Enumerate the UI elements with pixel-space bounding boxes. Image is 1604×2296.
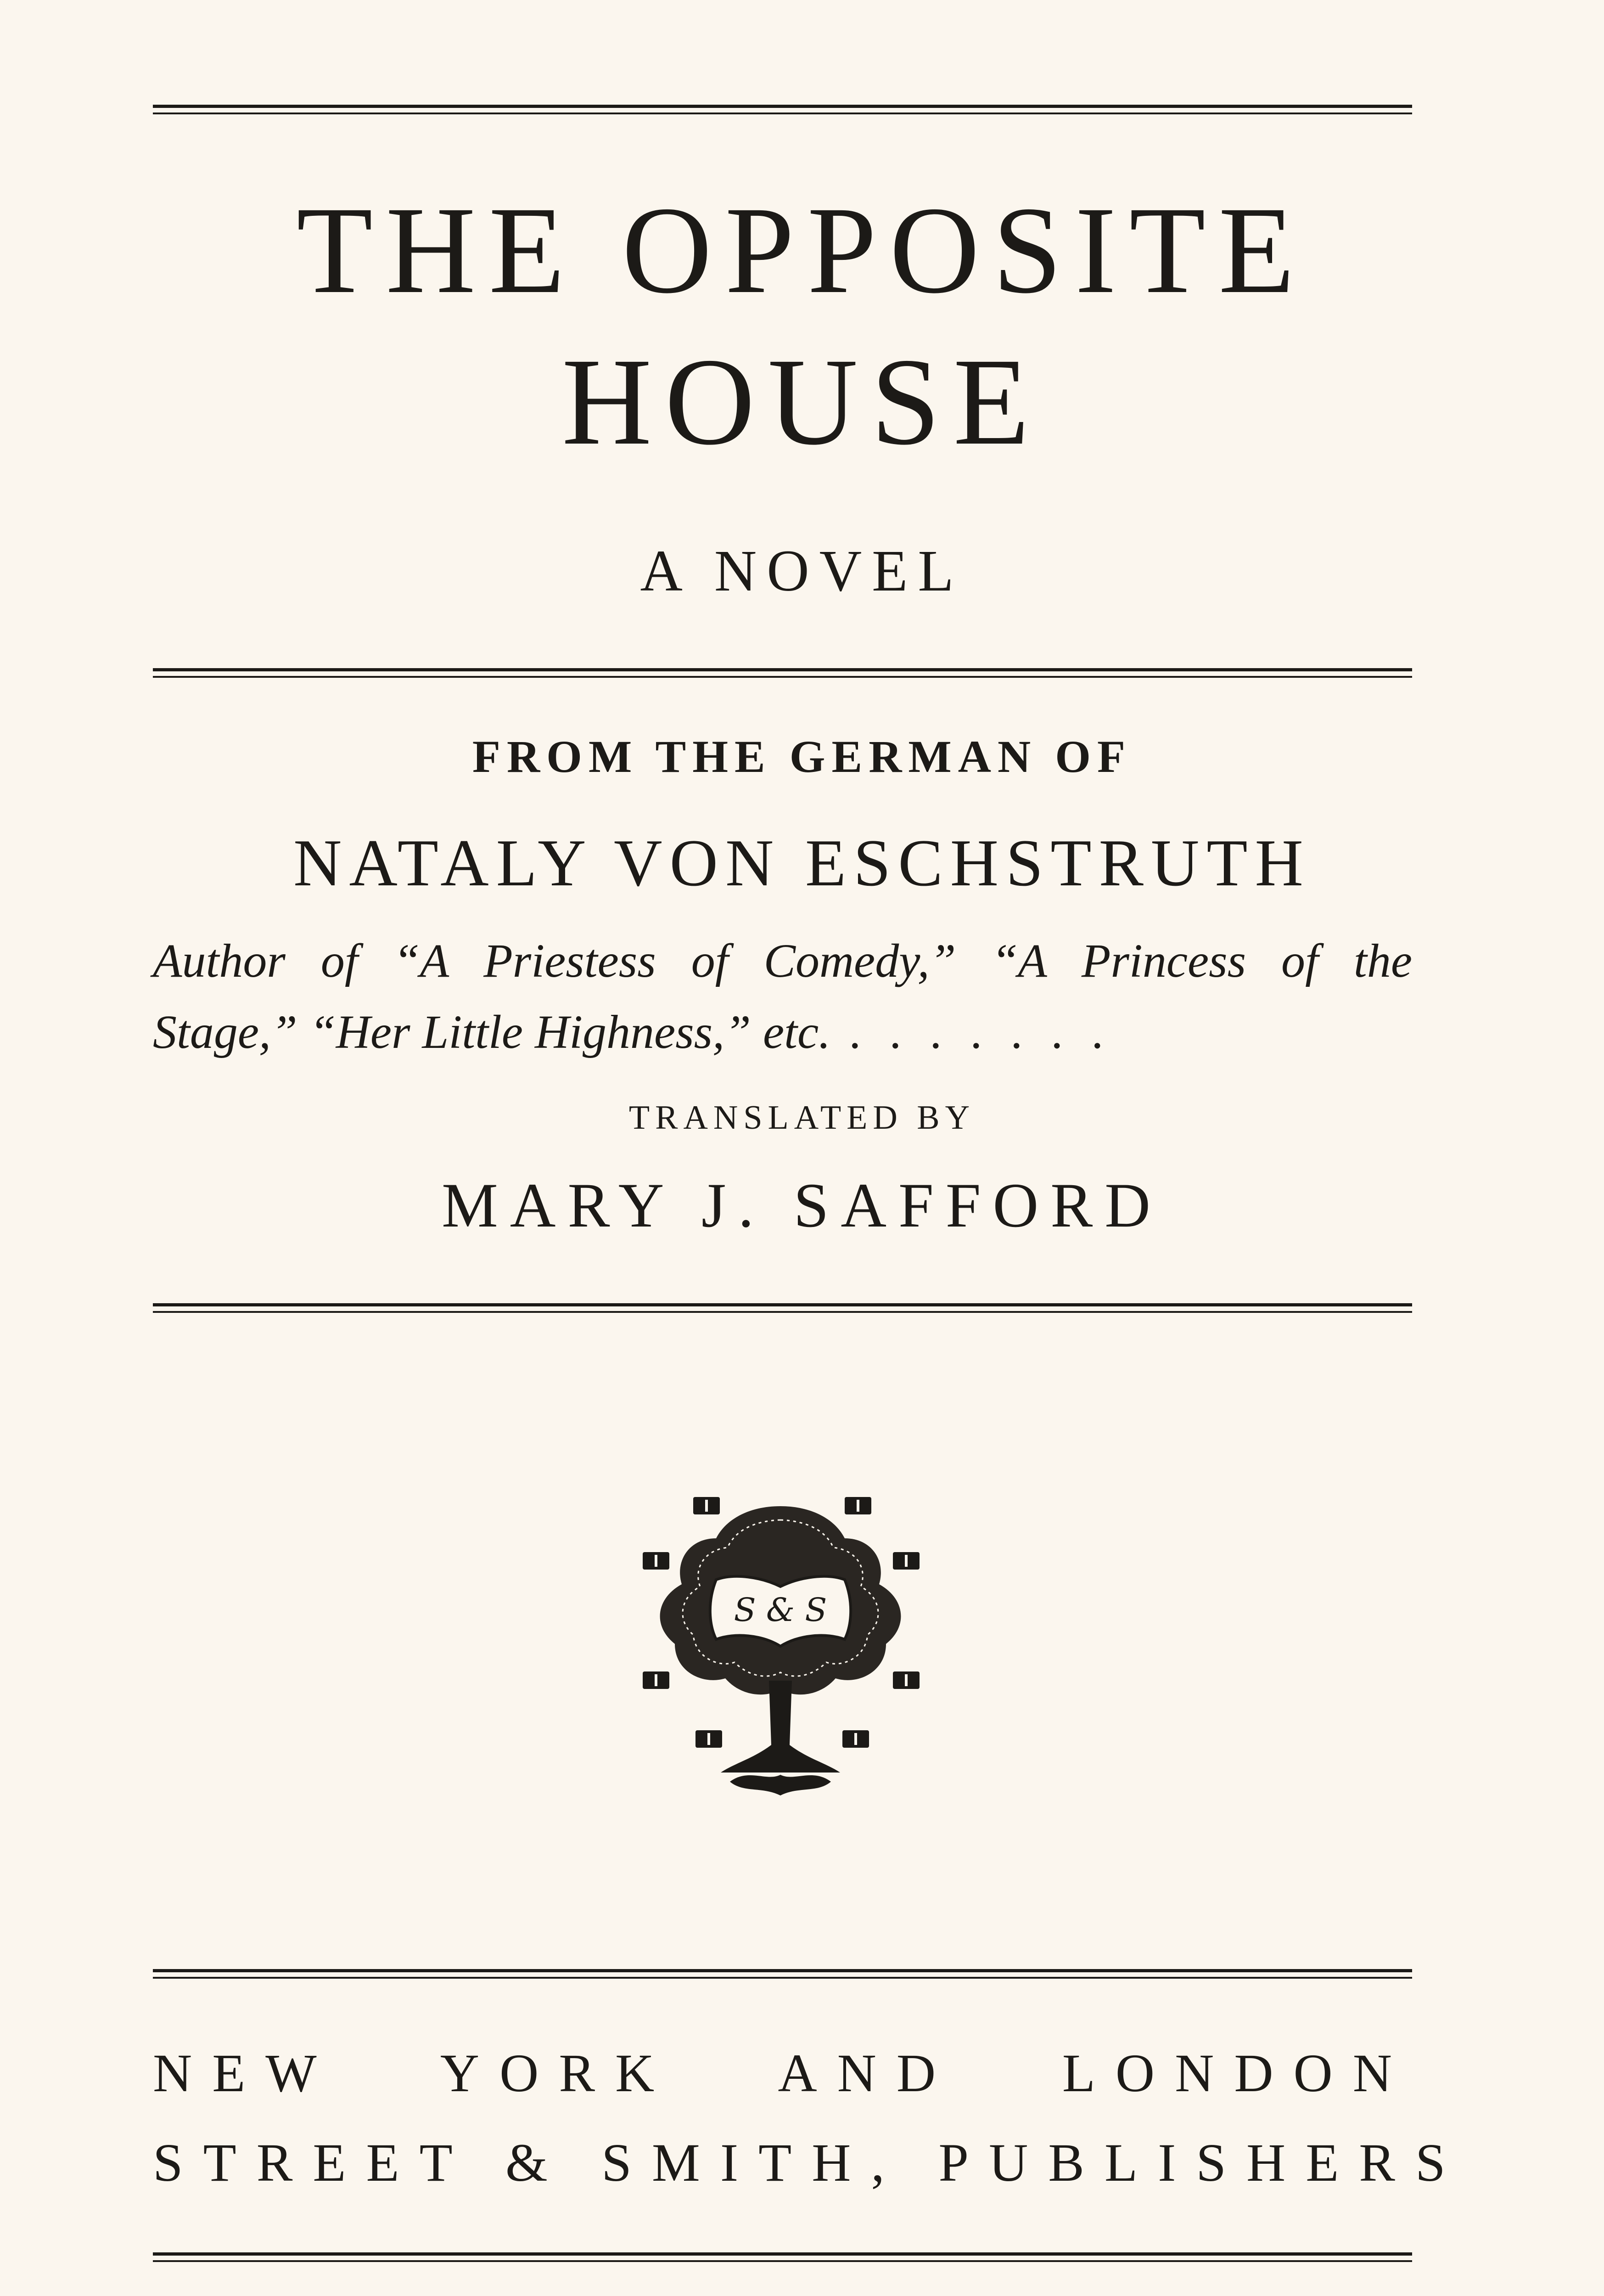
divider-rule-1 [153, 668, 1412, 680]
tree-trunk [721, 1681, 840, 1773]
top-double-rule [153, 105, 1412, 117]
author-credits-line-2-text: Stage,” “Her Little Highness,” etc. [153, 1006, 831, 1058]
book-title-line-1: THE OPPOSITE [296, 181, 1308, 319]
author-credits [153, 925, 1412, 1068]
translated-by-label: TRANSLATED BY [628, 1099, 976, 1137]
from-line: FROM THE GERMAN OF [472, 731, 1132, 782]
translator-name: MARY J. SAFFORD [442, 1170, 1162, 1240]
monogram-text: S & S [734, 1591, 827, 1629]
subtitle: A NOVEL [640, 538, 964, 603]
book-title-line-2: HOUSE [561, 332, 1043, 471]
author-credits-line-2 [153, 996, 1412, 1068]
divider-rule-3 [153, 1969, 1412, 1981]
bottom-double-rule [153, 2252, 1412, 2264]
imprint-place: NEW YORK AND LONDON [153, 2043, 1412, 2103]
publisher-emblem-icon [629, 1488, 932, 1809]
divider-rule-2 [153, 1303, 1412, 1315]
leader-dots: ....... [849, 1006, 1132, 1058]
book-title [0, 174, 1604, 478]
author-name: NATALY VON ESCHSTRUTH [293, 826, 1311, 900]
author-credits-line-1: Author of “A Priestess of Comedy,” “A Princess of the [153, 934, 1412, 987]
imprint-publisher: STREET & SMITH, PUBLISHERS [153, 2133, 1466, 2193]
